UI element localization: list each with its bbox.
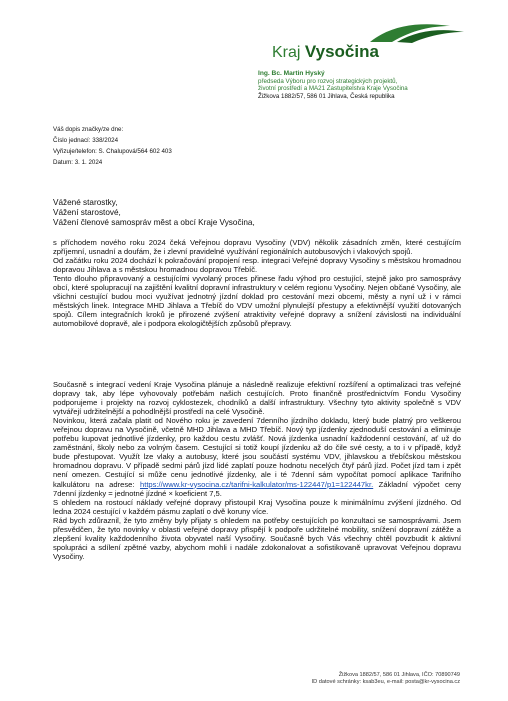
- paragraph: Od začátku roku 2024 dochází k pokračování propojení resp. integraci Veřejné dopravy Vysočiny s městskou hromadnou dopravou Jihlava a s městskou hromadnou dopravou Třebíč.: [53, 256, 461, 275]
- paragraph-text: Základní výpočet ceny 7denní jízdenky = jednotné jízdné × koeficient 7,5.: [53, 479, 462, 498]
- paragraph: Rád bych zdůraznil, že tyto změny byly přijaty s ohledem na potřeby cestujících po konzultaci se samosprávami. Jsem přesvědčen, že tyto novinky v oblasti veřejné dopravy přispějí k podpoře udržitelné mobility, snížení dopravní zátěže a zlepšení kvality každodenního života obyvatel naší Vysočiny. Současně bych Vás všechny chtěl povzbudit k aktivní spolupráci a sdílení zpětné vazby, abychom mohli i nadále zdokonalovat a sofistikovaně upravovat Veřejnou dopravu Vysočiny.: [53, 515, 461, 561]
- sender-role-line1: předseda Výboru pro rozvoj strategických projektů,: [258, 77, 398, 85]
- footer-line1: Žižkova 1882/57, 586 01 Jihlava, IČO: 70890749: [338, 672, 460, 678]
- sender-address: Žižkova 1882/57, 586 01 Jihlava, Česká republika: [258, 92, 395, 100]
- logo-text-kraj: Kraj: [272, 44, 301, 61]
- salutation-line2: Vážení starostové,: [53, 208, 121, 217]
- tariff-calculator-link[interactable]: https://www.kr-vysocina.cz/tarifni-kalkulator/ms-122447/p1=122447kr.: [139, 479, 374, 489]
- number-label: Číslo jednací:: [53, 137, 91, 145]
- body-section-1: [53, 238, 461, 328]
- paragraph: Tento dlouho připravovaný a cestujícími vyvolaný proces přinese řadu výhod pro cestující, stejně jako pro samosprávy obcí, které spolupracují na zajištění kvalitní dopravní infrastruktury v celém regionu Vysočiny. Nejen občané Vysočiny, ale všichni cestující budou moci využívat jednotný jízdní doklad pro cestování mezi obcemi, městy a nyní už i v rámci městských linek. Integrace MHD Jihlava a Třebíč do VDV umožní plynulejší přestupy a efektivnější využití dotovaných spojů. Cílem integračních kroků je přirozené zvýšení atraktivity veřejné dopravy a snížení závislosti na individuální automobilové dopravě, ale i podpora ekologičtějších způsobů přepravy.: [53, 274, 461, 329]
- date-label: Datum:: [53, 159, 73, 167]
- contact-label: Vyřizuje/telefon:: [53, 148, 97, 156]
- logo-text-vysocina: Vysočina: [304, 42, 379, 61]
- salutation: [53, 198, 255, 228]
- ref-label: Váš dopis značky/ze dne:: [53, 126, 124, 133]
- contact-value: S. Chalupová/564 602 403: [98, 148, 172, 156]
- page-footer: [282, 672, 460, 686]
- paragraph: S ohledem na rostoucí náklady veřejné dopravy přistoupil Kraj Vysočina pouze k minimálnímu zvýšení jízdného. Od ledna 2024 cestující v každém pásmu zaplatí o dvě koruny více.: [53, 497, 461, 516]
- kraj-vysocina-logo: [272, 22, 472, 72]
- number-value: 338/2024: [92, 137, 119, 145]
- date-value: 3. 1. 2024: [74, 159, 103, 167]
- salutation-line1: Vážené starostky,: [53, 198, 118, 207]
- sender-name: Ing. Bc. Martin Hyský: [258, 70, 325, 77]
- sender-block: [258, 70, 498, 100]
- letter-metadata: [53, 126, 172, 170]
- footer-line2: ID datové schránky: ksab3eu, e-mail: posta@kr-vysocina.cz: [311, 679, 460, 686]
- paragraph: Současně s integrací vedení Kraje Vysočina plánuje a následně realizuje efektivní rozšíření a optimalizaci tras veřejné dopravy tak, aby lépe vyhovovaly potřebám našich cestujících. Proto finančně prostřednictvím Fondu Vysočiny podporujeme i projekty na rozvoj cyklostezek, chodníků a další infrastruktury. Všechny tyto aktivity společně s VDV vytvářejí udržitelnější a pohodlnější prostředí na celé Vysočině.: [53, 380, 461, 417]
- body-section-2: [53, 380, 461, 561]
- logo-swoosh-icon: [272, 22, 472, 44]
- paragraph: s příchodem nového roku 2024 čeká Veřejnou dopravu Vysočiny (VDV) několik zásadních změn, které cestujícím zpříjemní, usnadní a doufám, že i zlevní pravidelné využívání regionálních autobusových i vlakových spojů.: [53, 238, 461, 257]
- paragraph-ticket: [53, 416, 461, 497]
- sender-role-line2: životní prostředí a MA21 Zastupitelstva Kraje Vysočina: [258, 85, 408, 93]
- salutation-line3: Vážení členové samospráv měst a obcí Kraje Vysočina,: [53, 218, 255, 227]
- paragraph-text: Novinkou, která začala platit od Nového roku je zavedení 7denního jízdního dokladu, který bude platný pro veškerou veřejnou dopravu na Vysočině, včetně MHD Jihlava a MHD Třebíč. Nový typ jízdenky zjednoduší cestování a eliminuje potřebu kupovat jednotlivé jízdenky, pro každou cestu zvlášť. Nová jízdenka usnadní každodenní cestování, ať už do zaměstnání, školy nebo za volným časem. Cestující si totiž koupí jízdenku až do čile své cesty, a to i v případě, když bude přestupovat. Využít lze vlaky a autobusy, které jsou součástí systému VDV, jihlavskou a třebíčskou městskou hromadnou dopravu. V případě sedmi párů jízd lidé zaplatí pouze hodnotu necelých čtyř párů jízd. Počet jízd tam i zpět není omezen. Cestující si může cenu jednotlivé jízdenky, ale i té 7denní sám vypočítat pomocí aplikace Tarifního kalkulátoru na adrese:: [53, 416, 461, 489]
